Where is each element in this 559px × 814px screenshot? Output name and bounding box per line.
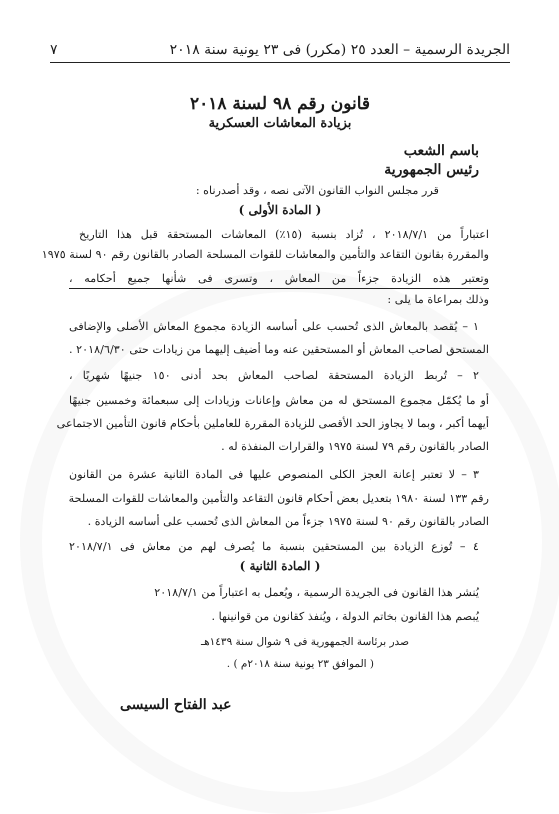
issued-gregorian-date: ( الموافق ٢٣ يونية سنة ٢٠١٨م ) .	[226, 658, 374, 670]
preamble-text: قرر مجلس النواب القانون الآتى نصه ، وقد أصدرناه :	[195, 184, 439, 197]
article-1-line: وتعتبر هذه الزيادة جزءاً من المعاش ، وتسرى فى شأنها جميع أحكامه ،	[69, 270, 489, 289]
article-1-line: ٢ – تُربط الزيادة المستحقة لصاحب المعاش بحد أدنى ١٥٠ جنيهًا شهريًا ،	[69, 369, 479, 382]
signature: عبد الفتاح السيسى	[120, 697, 232, 713]
president-title: رئيس الجمهورية	[384, 162, 479, 178]
law-title: قانون رقم ٩٨ لسنة ٢٠١٨	[189, 94, 371, 114]
article-1-line: اعتباراً من ٢٠١٨/٧/١ ، تُزاد بنسبة (١٥٪) المعاشات المستحقة قبل هذا التاريخ	[79, 228, 490, 241]
article-1-line: ١ – يُقصد بالمعاش الذى تُحسب على أساسه الزيادة مجموع المعاش الأصلى والإضافى	[69, 320, 479, 333]
article-1-line: وذلك بمراعاة ما يلى :	[387, 293, 489, 306]
issued-place-date: صدر برئاسة الجمهورية فى ٩ شوال سنة ١٤٣٩هـ	[201, 636, 409, 648]
article-2-heading: ( المادة الثانية )	[239, 559, 321, 573]
header-divider	[50, 62, 510, 63]
in-the-name-of-the-people: باسم الشعب	[403, 143, 479, 159]
header-text: الجريدة الرسمية – العدد ٢٥ (مكرر) فى ٢٣ يونية سنة ٢٠١٨	[169, 42, 510, 58]
page-header	[50, 40, 510, 60]
article-1-line: المستحق لصاحب المعاش أو المستحقين عنه وما أضيف إليهما من زيادات حتى ٢٠١٨/٦/٣٠ .	[69, 343, 489, 356]
law-subtitle: بزيادة المعاشات العسكرية	[208, 116, 352, 131]
article-1-heading: ( المادة الأولى )	[238, 203, 322, 217]
article-1-line: الصادر بالقانون رقم ٩٠ لسنة ١٩٧٥ جزءاً من المعاش الذى تُحسب على أساسه الزيادة .	[87, 515, 489, 528]
article-1-line: أيهما أكبر ، وبما لا يجاوز الحد الأقصى للزيادة المقررة للعاملين بأحكام قانون التأمين الاجتماعى	[56, 417, 489, 430]
article-1-line: ٤ – تُوزع الزيادة بين المستحقين بنسبة ما يُصرف لهم من معاش فى ٢٠١٨/٧/١	[69, 540, 479, 553]
article-2-line: يُبصم هذا القانون بخاتم الدولة ، ويُنفذ كقانون من قوانينها .	[211, 610, 479, 623]
article-2-line: يُنشر هذا القانون فى الجريدة الرسمية ، ويُعمل به اعتباراً من ٢٠١٨/٧/١	[154, 586, 479, 599]
article-1-line: ٣ – لا تعتبر إعانة العجز الكلى المنصوص عليها فى المادة الثانية عشرة من القانون	[69, 468, 479, 481]
article-1-line: والمقررة بقانون التقاعد والتأمين والمعاشات للقوات المسلحة الصادر بالقانون رقم ٩٠ لسنة ١٩٧٥	[41, 248, 489, 261]
article-1-line: الصادر بالقانون رقم ٧٩ لسنة ١٩٧٥ والقرارات المنفذة له .	[221, 440, 489, 453]
article-1-line: أو ما يُكمّل مجموع المستحق له من معاش وإعانات وزيادات إلى سبعمائة وخمسين جنيهًا	[69, 394, 489, 407]
page-number: ٧	[50, 42, 58, 58]
article-1-line: رقم ١٣٣ لسنة ١٩٨٠ بتعديل بعض أحكام قانون التقاعد والتأمين والمعاشات للقوات المسلحة	[68, 492, 489, 505]
